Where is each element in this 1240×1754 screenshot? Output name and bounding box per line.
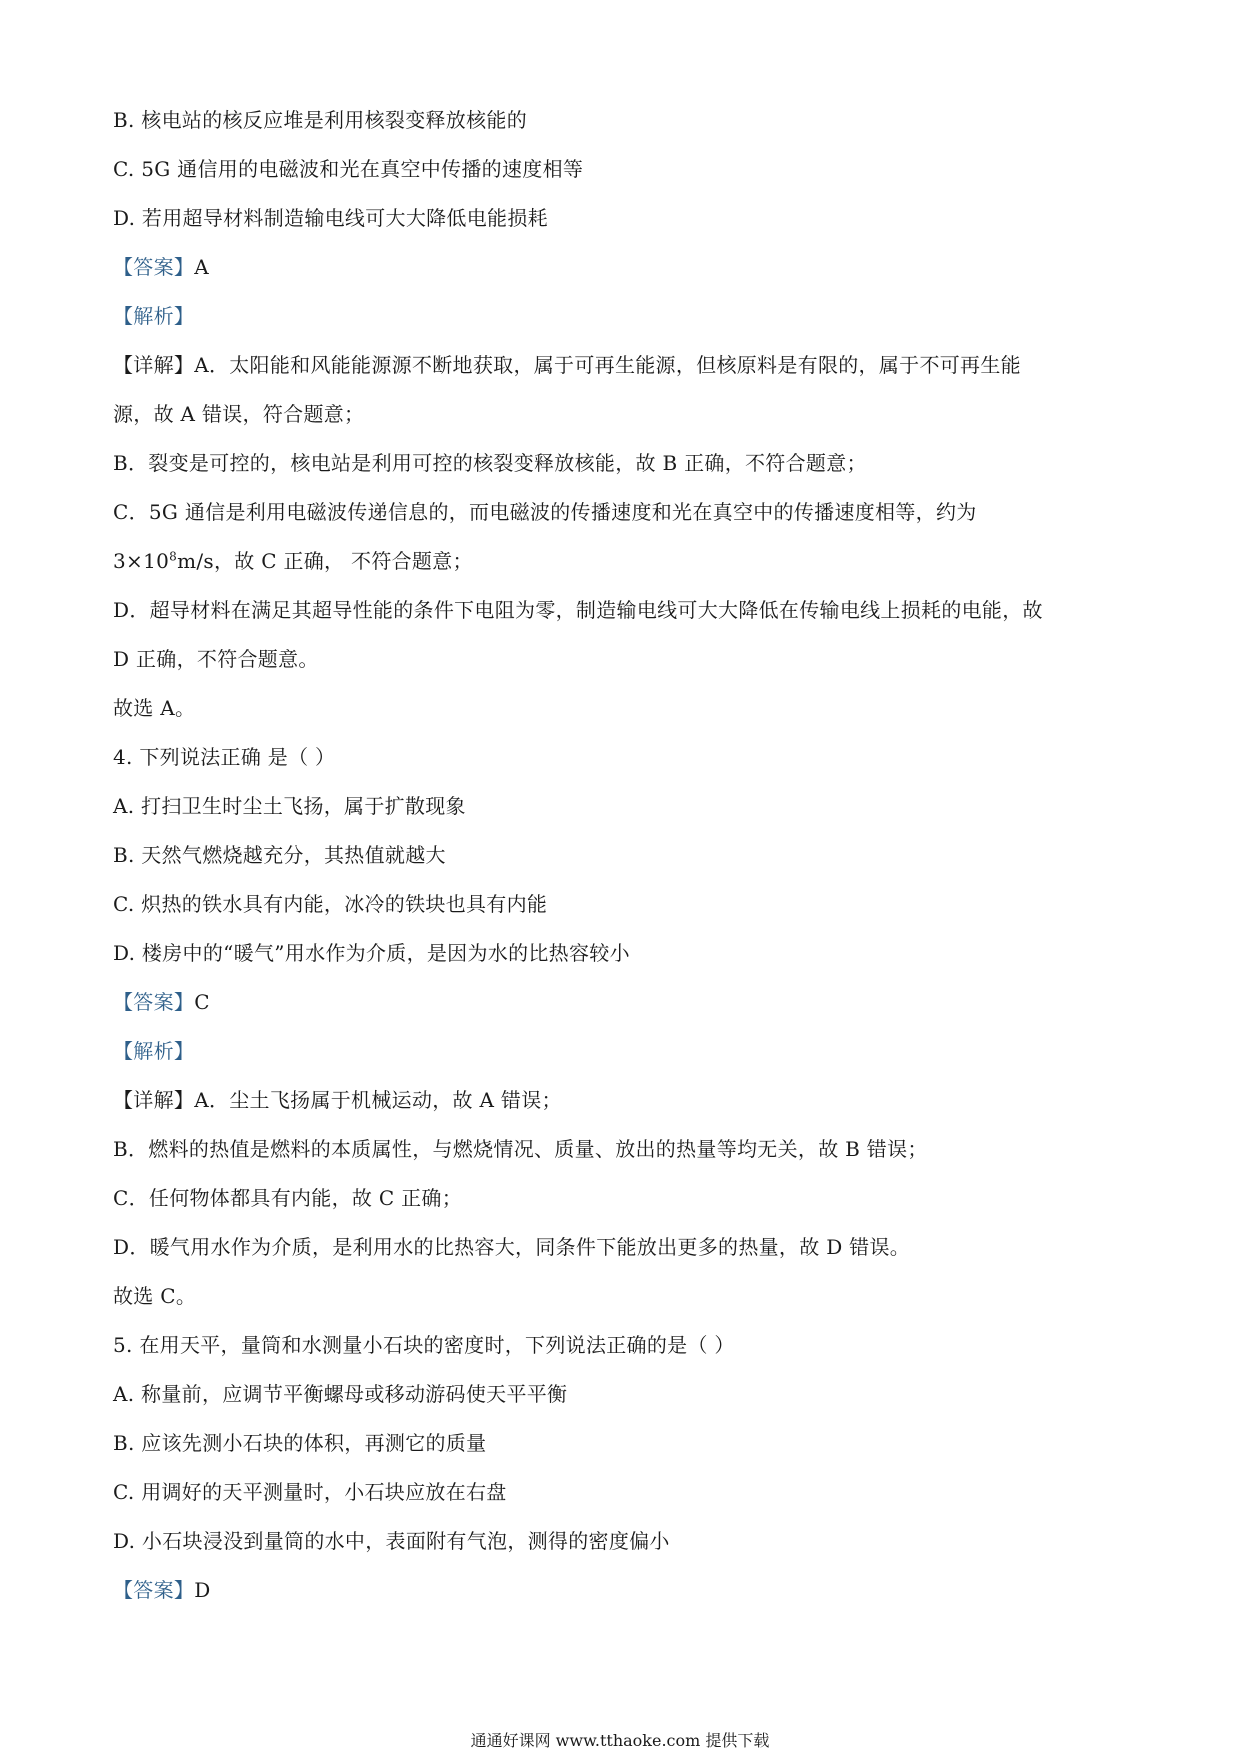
question-line: 4. 下列说法正确 是（ ）	[113, 745, 336, 769]
analysis-line	[113, 302, 194, 330]
option-line: C. 炽热的铁水具有内能，冰冷的铁块也具有内能	[113, 892, 548, 916]
explanation-line: B．燃料的热值是燃料的本质属性，与燃烧情况、质量、放出的热量等均无关，故 B 错误；	[113, 1137, 928, 1161]
option-line: D. 若用超导材料制造输电线可大大降低电能损耗	[113, 206, 548, 230]
option-line: D. 小石块浸没到量筒的水中，表面附有气泡，测得的密度偏小	[113, 1529, 670, 1553]
option-line: D. 楼房中的“暖气”用水作为介质，是因为水的比热容较小	[113, 941, 630, 965]
answer-tag: 【答案】	[113, 255, 195, 279]
explanation-line: C．任何物体都具有内能，故 C 正确；	[113, 1186, 463, 1210]
option-line: B. 天然气燃烧越充分，其热值就越大	[113, 843, 446, 867]
analysis-line	[113, 1037, 194, 1065]
exponent: 8	[169, 549, 178, 564]
conclusion-line: 故选 C。	[113, 1284, 197, 1308]
conclusion-line: 故选 A。	[113, 696, 196, 720]
option-line: A. 称量前，应调节平衡螺母或移动游码使天平平衡	[113, 1382, 568, 1406]
explanation-line: 源，故 A 错误，符合题意；	[113, 402, 365, 426]
answer-line: 【答案】A	[113, 255, 209, 279]
option-line: B. 应该先测小石块的体积，再测它的质量	[113, 1431, 487, 1455]
explanation-line: $3\times 10^8m/s$，故 C 正确， 不符合题意；	[113, 549, 473, 573]
analysis-tag: 【解析】	[113, 1039, 195, 1063]
option-line: C. 用调好的天平测量时，小石块应放在右盘	[113, 1480, 507, 1504]
answer-line: 【答案】C	[113, 990, 210, 1014]
option-line: C. 5G 通信用的电磁波和光在真空中传播的速度相等	[113, 157, 584, 181]
answer-line: 【答案】D	[113, 1578, 211, 1602]
explanation-line: C．5G 通信是利用电磁波传递信息的，而电磁波的传播速度和光在真空中的传播速度相等，约为	[113, 500, 977, 524]
option-line: A. 打扫卫生时尘土飞扬，属于扩散现象	[113, 794, 466, 818]
explanation-line: D．超导材料在满足其超导性能的条件下电阻为零，制造输电线可大大降低在传输电线上损耗的电能，故	[113, 598, 1043, 622]
explanation-line: D 正确，不符合题意。	[113, 647, 319, 671]
option-line: B. 核电站的核反应堆是利用核裂变释放核能的	[113, 108, 528, 132]
explanation-line: D．暖气用水作为介质，是利用水的比热容大，同条件下能放出更多的热量，故 D 错误。	[113, 1235, 911, 1259]
question-line: 5. 在用天平，量筒和水测量小石块的密度时，下列说法正确的是（ ）	[113, 1333, 735, 1357]
explanation-line: 【详解】A．尘土飞扬属于机械运动，故 A 错误；	[113, 1088, 562, 1112]
explanation-line: B．裂变是可控的，核电站是利用可控的核裂变释放核能，故 B 正确，不符合题意；	[113, 451, 867, 475]
analysis-tag: 【解析】	[113, 304, 195, 328]
page-footer: 通通好课网 www.tthaoke.com 提供下载	[470, 1731, 770, 1750]
answer-tag: 【答案】	[113, 990, 195, 1014]
answer-tag: 【答案】	[113, 1578, 195, 1602]
explanation-line: 【详解】A．太阳能和风能能源源不断地获取，属于可再生能源，但核原料是有限的，属于不可再生能	[113, 353, 1021, 377]
